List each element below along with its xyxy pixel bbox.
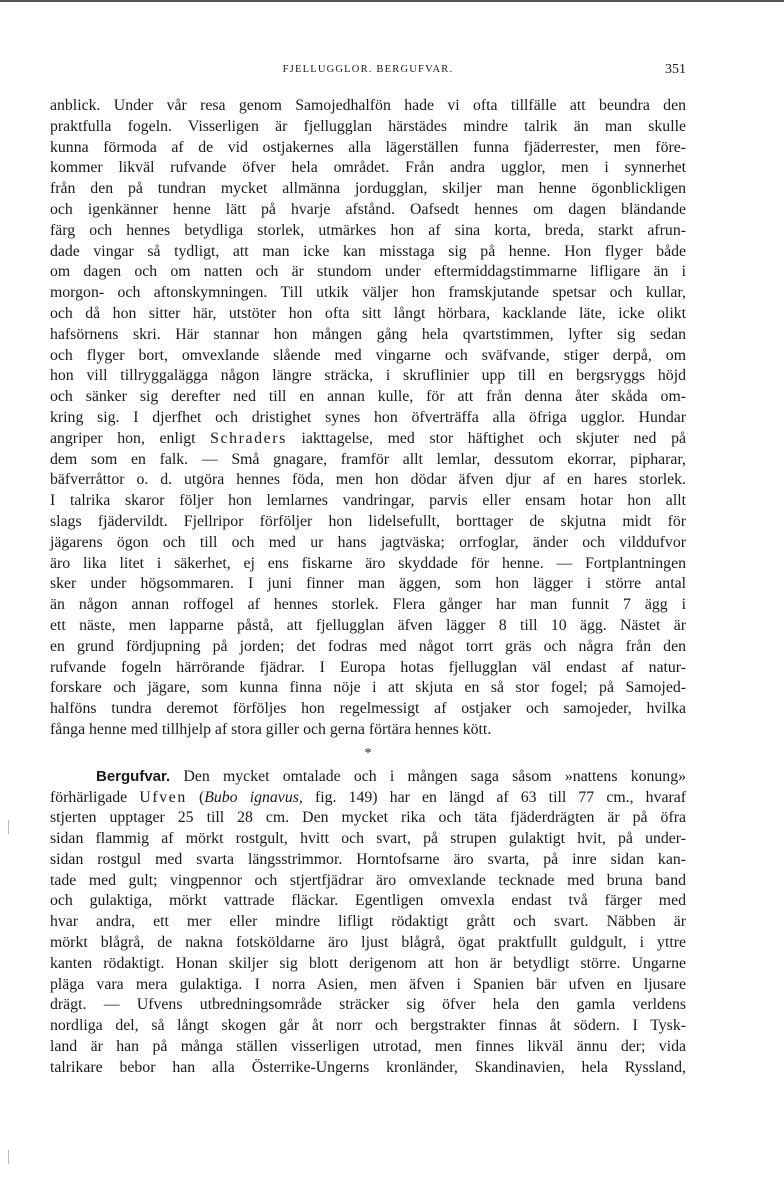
text-line: om dagen och om natten och är stundom under eftermiddagstimmarne lifligare än i	[50, 263, 686, 281]
text-line: och gulaktiga, mörkt vattrade fläckar. Egentligen omvexla endast två färger med	[50, 892, 686, 910]
text-line: praktfulla fogeln. Visserligen är fjellugglan härstädes mindre talrik än man skulle	[50, 117, 686, 135]
text-line: och sänker sig derefter ned till en annan kulle, för att från denna åter skåda om-	[50, 388, 686, 406]
species-name-ufven: Ufven	[139, 788, 187, 806]
text-line: talrikare bebor han alla Österrike-Ungerns kronländer, Skandinavien, hela Ryssland,	[50, 1058, 686, 1076]
text-line: pläga vara mera gulaktiga. I norra Asien, men äfven i Spanien bär ufven en ljusare	[50, 975, 686, 993]
text-line: äro lika litet i säkerhet, ej ens fiskarne äro skyddade för henne. — Fortplantningen	[50, 554, 686, 572]
text-segment: iakttagelse, med stor häftighet och skjuter ned på	[286, 429, 686, 447]
text-line: drägt. — Ufvens utbredningsområde sträcker sig öfver hela den gamla verldens	[50, 996, 686, 1014]
text-line: mörkt blågrå, de nakna fotsköldarne äro ljust blågrå, ögat praktfullt guldgult, i yttre	[50, 934, 686, 952]
text-line: sker under högsommaren. I juni finner man äggen, som hon lägger i större antal	[50, 575, 686, 593]
text-line: forskare och jägare, som kunna finna nöje i att skjuta en så stor fogel; på Samojed-	[50, 679, 686, 697]
text-line: sidan flammig af mörkt rostgult, hvitt och svart, på strupen gulaktigt hvit, på under-	[50, 830, 686, 848]
text-line: hon vill tillryggalägga någon längre sträcka, i skruflinier upp till en bergsryggs höjd	[50, 367, 686, 385]
text-line: rufvande fogeln härrörande fjädrar. I Europa hotas fjellugglan väl endast af natur-	[50, 658, 686, 676]
text-line: kring sig. I djerfhet och dristighet synes hon öfverträffa alla öfriga ugglor. Hundar	[50, 408, 686, 426]
text-line-schrader	[50, 429, 686, 450]
text-line: halföns tundra deremot förföljes hon regelmessigt af ostjaker och samojeder, hvilka	[50, 700, 686, 718]
section-separator: *	[364, 745, 372, 761]
text-line-heading	[50, 767, 686, 788]
author-name-schrader: Schraders	[210, 429, 287, 447]
latin-name: Bubo ignavus,	[204, 788, 303, 806]
page-number: 351	[665, 62, 686, 77]
text-line: kunna förmoda af de vid ostjakernes alla lägerställen funna fjäderrester, men före-	[50, 138, 686, 156]
text-segment: fig. 149) har en längd af 63 till 77 cm., hvaraf	[302, 788, 687, 806]
text-line: och då hon sitter här, utstöter hon ofta sitt långt hörbara, kacklande läte, icke olikt	[50, 304, 686, 322]
text-line: än någon annan roffogel af hennes storlek. Flera gånger har man funnit 7 ägg i	[50, 596, 686, 614]
text-line: sidan rostgul med svarta längsstrimmor. Horntofsarne äro svarta, på inre sidan kan-	[50, 850, 686, 868]
text-line: kanten rödaktigt. Honan skiljer sig blott derigenom att hon är betydligt större. Ungarne	[50, 954, 686, 972]
text-line: och igenkänner henne lätt på hvarje afstånd. Oafsedt hennes om dagen bländande	[50, 200, 686, 218]
text-line: bäfverråttor o. d. utgöra hennes föda, men hon dödar äfven djur af en hares storlek.	[50, 471, 686, 489]
text-line: land är han på många ställen visserligen utrotad, men finnes likväl ännu der; vida	[50, 1038, 686, 1056]
text-line: hafsörnens skri. Här stannar hon mången gång hela qvartstimmen, lyfter sig sedan	[50, 325, 686, 343]
text-line: jägarens ögon och till och med ur hans jagtväska; orrfoglar, änder och vilddufvor	[50, 533, 686, 551]
text-line: slags fjädervildt. Fjellripor förföljer hon lidelsefullt, borttager de skjutna midt för	[50, 512, 686, 530]
text-line: dem som en falk. — Små gnagare, framför allt lemlar, dessutom ekorrar, pipharar,	[50, 450, 686, 468]
text-line-ufven	[50, 788, 686, 809]
text-line: ett näste, men lapparne påstå, att fjellugglan äfven lägger 8 till 10 ägg. Nästet är	[50, 616, 686, 634]
text-line: anblick. Under vår resa genom Samojedhalfön hade vi ofta tillfälle att beundra den	[50, 97, 686, 114]
page-header	[50, 62, 686, 82]
section-heading: Bergufvar.	[96, 767, 171, 785]
text-line: hvar andra, ett mer eller mindre lifligt rödaktigt grått och svart. Näbben är	[50, 913, 686, 931]
paragraph-eagle-owl	[50, 767, 686, 1079]
text-line: I talrika skaror följer hon lemlarnes vandringar, parvis eller ensam hotar hon allt	[50, 492, 686, 510]
text-line: morgon- och aftonskymningen. Till utkik väljer hon framskjutande spetsar och kullar,	[50, 284, 686, 302]
scan-edge-mark	[8, 1150, 9, 1164]
text-segment: Den mycket omtalade och i mången saga såsom »nattens konung»	[170, 767, 686, 785]
text-line: fånga henne med tillhjelp af stora giller och gerna förtära hennes kött.	[50, 720, 492, 738]
text-line: tade med gult; vingpennor och stjertfjädrar äro omvexlande tecknade med bruna band	[50, 871, 686, 889]
paragraph-snowy-owl	[50, 96, 686, 741]
text-line: en grund fördjupning på jorden; det fodras med något torrt gräs och några från den	[50, 637, 686, 655]
text-segment: förhärligade	[50, 788, 140, 806]
text-line: och flyger bort, omvexlande slående med vingarne och sväfvande, stiger derpå, om	[50, 346, 686, 364]
top-rule	[0, 0, 784, 2]
text-line: kommer likväl rufvande öfver hela området. Från andra ugglor, men i synnerhet	[50, 159, 686, 177]
text-segment: angriper hon, enligt	[50, 429, 211, 447]
text-segment: (	[186, 788, 205, 806]
text-line: nordliga del, så långt skogen går åt norr och bergstrakter finnas åt södern. I Tysk-	[50, 1017, 686, 1035]
scan-edge-mark	[8, 820, 9, 834]
text-line: från den på tundran mycket allmänna jordugglan, skiljer man henne ögonblickligen	[50, 180, 686, 198]
text-line: färg och hennes betydliga storlek, utmärkes hon af sina korta, breda, starkt afrun-	[50, 221, 686, 239]
text-line: dade vingar så tydligt, att man icke kan misstaga sig på henne. Hon flyger både	[50, 242, 686, 260]
text-line: stjerten upptager 25 till 28 cm. Den mycket rika och täta fjäderdrägten är på öfra	[50, 809, 686, 827]
running-title: FJELLUGGLOR. BERGUFVAR.	[282, 64, 454, 75]
body-text	[50, 96, 686, 1079]
